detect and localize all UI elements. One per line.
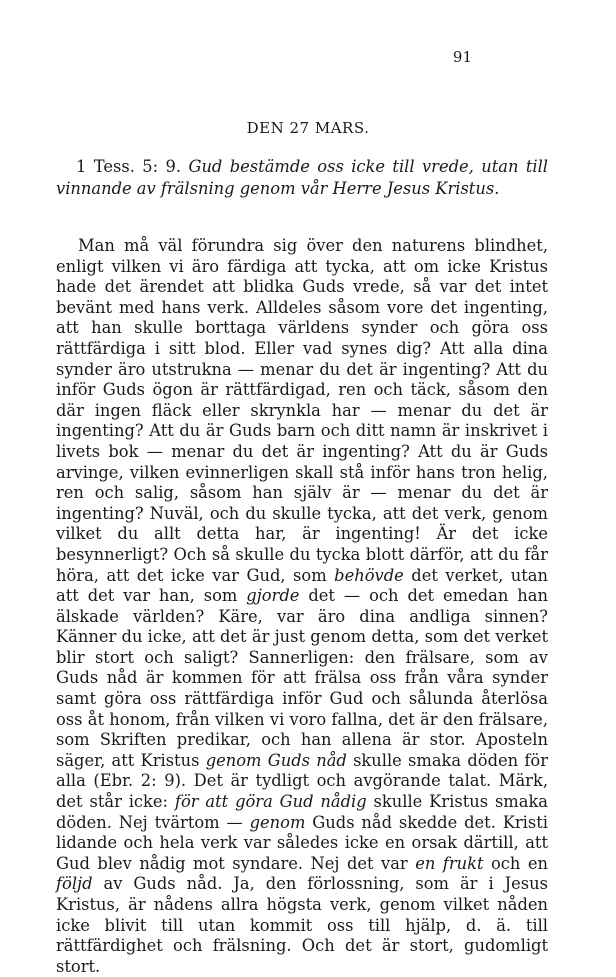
- emphasis-text: genom Guds nåd: [205, 750, 347, 770]
- body-text-run: och en: [483, 853, 548, 873]
- body-text-run: skulle Kristus smaka döden. Nej tvärtom —: [56, 792, 549, 832]
- body-text-run: Guds nåd skedde det. Kristi lidande och hela verk var således icke en orsak därtill, att Gud blev nådig mot syndare. Nej det var: [56, 812, 548, 873]
- emphasis-text: följd: [56, 874, 93, 894]
- body-text-run: Man må väl förundra sig över den naturens blindhet, enligt vilken vi äro färdiga att tycka, att om icke Kristus hade det ärendet att blidka Guds vrede, så var det intet bevänt med hans verk. Alldeles såsom vore det ingenting, att han skulle borttaga världens synder och göra oss rättfärdiga i sitt blod. Eller vad synes dig? Att alla dina synder äro utstrukna — menar du det är ingenting? Att du inför Guds ögon är rättfärdigad, ren och täck, såsom den där ingen fläck eller skrynkla har — menar du det är ingenting? Att du är Guds barn och ditt namn är inskrivet i livets bok — menar du det är ingenting? Att du är Guds arvinge, vilken evinnerligen skall stå inför hans tron helig, ren och salig, såsom han själv är — menar du det är ingenting? Nuväl, och du skulle tycka, att det verk, genom vilket du allt detta har, är ingenting! Är det icke besynnerligt? Och så skulle du tycka blott därför, att du får höra, att det icke var Gud, som: [56, 236, 548, 585]
- emphasis-text: genom: [249, 812, 306, 832]
- body-text-run: det verket, utan att det var han, som: [56, 565, 548, 606]
- body-text-run: det — och det emedan han älskade världen? Käre, var äro dina andliga sinnen? Känner du icke, att det är just genom detta, som det verket blir stort och saligt? Sannerligen: den frälsare, som av Guds nåd är kommen för att frälsa oss från våra synder samt göra oss rättfärdiga inför Gud och sålunda återlösa oss åt honom, från vilken vi voro fallna, det är den frälsare, som Skriften predikar, och han allena är stor. Aposteln säger, att Kristus: [56, 586, 548, 770]
- scripture-verse: [56, 156, 548, 199]
- page-number: 91: [452, 48, 472, 66]
- emphasis-text: en frukt: [415, 853, 484, 873]
- verse-text: Gud bestämde oss icke till vrede, utan till vinnande av frälsning genom vår Herre Jesus Kristus.: [56, 157, 548, 198]
- emphasis-text: för att göra Gud nådig: [174, 792, 367, 812]
- paragraph: [56, 236, 548, 977]
- devotional-text: [56, 236, 548, 977]
- verse-reference: 1 Tess. 5: 9.: [76, 157, 182, 176]
- page-title: DEN 27 MARS.: [246, 119, 370, 137]
- body-text-run: skulle smaka döden för alla (Ebr. 2: 9). Det är tydligt och avgörande talat. Märk, det står icke:: [56, 750, 548, 812]
- body-text-run: av Guds nåd. Ja, den förlossning, som är i Jesus Kristus, är nådens allra högsta verk, genom vilket nåden icke blivit till utan kommit oss till hjälp, d. ä. till rättfärdighet och frälsning. Och det är stort, gudomligt stort.: [56, 874, 548, 976]
- emphasis-text: behövde: [334, 565, 404, 585]
- emphasis-text: gjorde: [246, 586, 300, 606]
